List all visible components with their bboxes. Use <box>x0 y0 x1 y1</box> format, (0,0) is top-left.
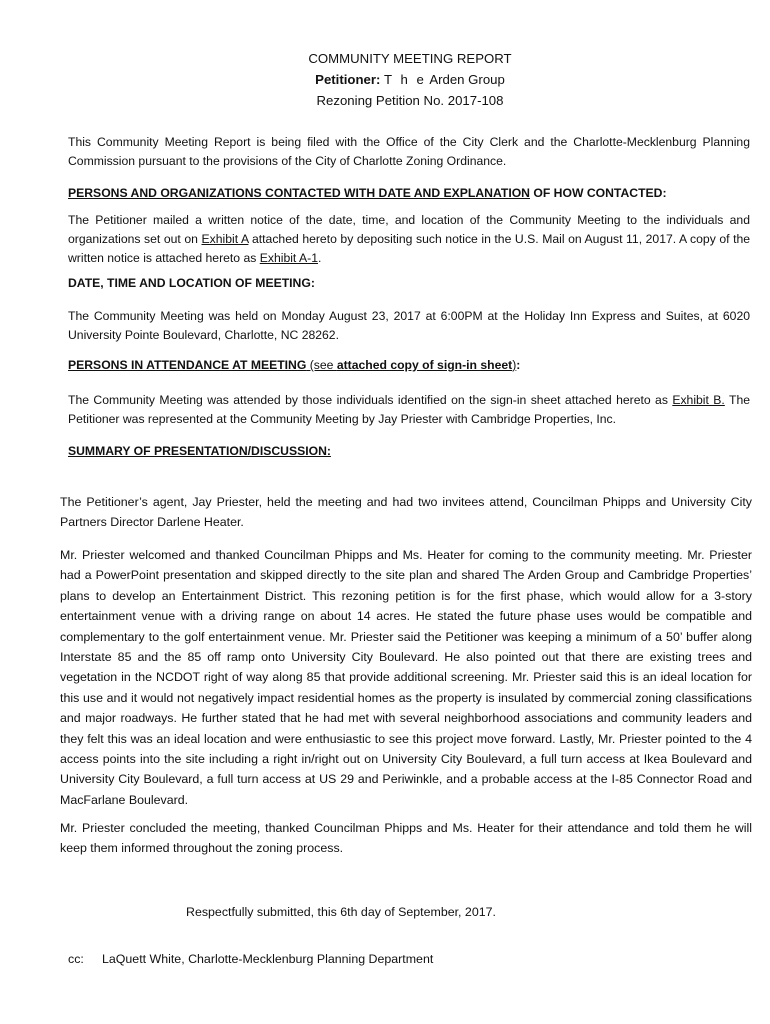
report-title: COMMUNITY MEETING REPORT <box>308 51 512 66</box>
meeting-heading: DATE, TIME AND LOCATION OF MEETING: <box>68 276 315 290</box>
contacted-paragraph <box>68 211 750 268</box>
meeting-paragraph: The Community Meeting was held on Monday August 23, 2017 at 6:00PM at the Holiday Inn Express and Suites, at 6020 University Pointe Boulevard, Charlotte, NC 28262. <box>68 309 750 342</box>
attendance-text-2: The Petitioner was represented at the Community Meeting by Jay Priester with Cambridge Properties, Inc. <box>68 393 750 426</box>
attendance-heading-c: attached copy of sign-in sheet <box>336 358 513 372</box>
exhibit-b-reference: Exhibit B. <box>672 393 725 407</box>
contacted-text-2: attached hereto by depositing such notice in the U.S. Mail on August 11, 2017. A copy of the written notice is attached hereto as <box>68 232 751 265</box>
contacted-heading <box>68 186 667 200</box>
petitioner-label: Petitioner: <box>315 72 381 87</box>
exhibit-a1-reference: Exhibit A-1 <box>259 251 318 265</box>
petitioner-name: Arden Group <box>429 72 505 87</box>
attendance-heading-a: PERSONS IN ATTENDANCE AT MEETING <box>68 358 307 372</box>
summary-paragraph-1: The Petitioner’s agent, Jay Priester, held the meeting and had two invitees attend, Councilman Phipps and University City Partners Director Darlene Heater. <box>60 495 752 530</box>
summary-paragraph-3: Mr. Priester concluded the meeting, thanked Councilman Phipps and Ms. Heater for their attendance and told them he will keep them informed throughout the zoning process. <box>60 821 752 856</box>
attendance-text-1: The Community Meeting was attended by those individuals identified on the sign-in sheet attached hereto as <box>68 393 673 407</box>
attendance-heading-d: ) <box>512 358 517 372</box>
signature-line: Respectfully submitted, this 6th day of September, 2017. <box>186 905 496 919</box>
report-title-block <box>0 48 770 111</box>
intro-paragraph: This Community Meeting Report is being filed with the Office of the City Clerk and the Charlotte-Mecklenburg Planning Commission pursuant to the provisions of the City of Charlotte Zoning Ordinance. <box>68 135 750 168</box>
contacted-text-1: The Petitioner mailed a written notice of the date, time, and location of the Community Meeting to the individuals and organizations set out on <box>68 213 750 246</box>
contacted-text-3: . <box>318 251 322 265</box>
cc-line <box>68 952 433 966</box>
attendance-paragraph <box>68 391 750 429</box>
summary-paragraph-2: Mr. Priester welcomed and thanked Councilman Phipps and Ms. Heater for coming to the community meeting. Mr. Priester had a PowerPoint presentation and skipped directly to the site plan and shared The Arden Group and Cambridge Properties’ plans to develop an Entertainment District. This rezoning petition is for the first phase, which would allow for a 3-story entertainment venue with a driving range on about 14 acres. He stated the future phase uses would be compatible and complementary to the golf entertainment venue. Mr. Priester said the Petitioner was keeping a minimum of a 50’ buffer along Interstate 85 and the 85 off ramp onto University City Boulevard. He also pointed out that there are existing trees and vegetation in the NCDOT right of way along 85 that provide additional screening. Mr. Priester said this is an ideal location for this use and it would not negatively impact residential homes as the property is insulated by commercial zoning classifications and major roadways. He further stated that he had met with several neighborhood associations and community leaders and they felt this was an ideal location and were enthusiastic to see this project move forward. Lastly, Mr. Priester pointed to the 4 access points into the site including a right in/right out on University City Boulevard, a full turn access at Ikea Boulevard and University City Boulevard, a full turn access at US 29 and Periwinkle, and a probable access at the I-85 Connector Road and MacFarlane Boulevard. <box>60 548 752 807</box>
exhibit-a-reference: Exhibit A <box>201 232 249 246</box>
petitioner-the: T h e <box>384 72 427 87</box>
petitioner-line <box>0 69 770 90</box>
contacted-heading-rest: OF HOW CONTACTED: <box>529 186 667 200</box>
contacted-heading-underlined: PERSONS AND ORGANIZATIONS CONTACTED WITH DATE AND EXPLANATION <box>68 186 530 200</box>
attendance-heading-main <box>68 358 516 372</box>
cc-label: cc: <box>68 952 84 966</box>
cc-recipient: LaQuett White, Charlotte-Mecklenburg Planning Department <box>102 952 434 966</box>
summary-heading: SUMMARY OF PRESENTATION/DISCUSSION: <box>68 444 331 458</box>
rezoning-petition-number: Rezoning Petition No. 2017-108 <box>316 93 504 108</box>
attendance-heading-b: (see <box>306 358 337 372</box>
attendance-heading <box>68 358 520 372</box>
attendance-heading-e: : <box>516 358 521 372</box>
